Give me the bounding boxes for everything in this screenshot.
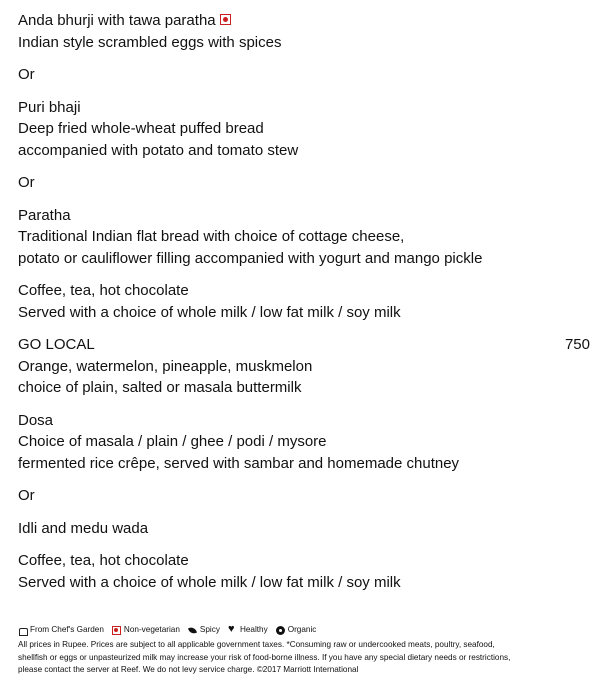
menu-section-header <box>18 334 590 356</box>
menu-item-beverages <box>18 550 590 593</box>
menu-item-anda-bhurji <box>18 10 590 53</box>
menu-item-description: Orange, watermelon, pineapple, muskmelon <box>18 357 313 375</box>
menu-item-title: Anda bhurji with tawa paratha <box>18 10 590 32</box>
menu-item-puri-bhaji <box>18 97 590 162</box>
menu-item-title: Puri bhaji <box>18 98 81 116</box>
legend-label: Non-vegetarian <box>123 625 180 634</box>
menu-item-paratha <box>18 205 590 270</box>
legend-item-healthy <box>228 624 268 636</box>
legend-item-chefs-garden <box>18 624 104 636</box>
disclaimer-line: please contact the server at Reef. We do not levy service charge. ©2017 Marriott International <box>18 664 359 674</box>
menu-item-description: Indian style scrambled eggs with spices <box>18 33 282 51</box>
or-text: Or <box>18 487 35 504</box>
menu-item-idli <box>18 518 590 540</box>
or-text: Or <box>18 66 35 83</box>
or-text: Or <box>18 174 35 191</box>
spicy-icon <box>188 626 197 635</box>
legend <box>18 624 588 636</box>
menu-item-description: Served with a choice of whole milk / low fat milk / soy milk <box>18 303 401 321</box>
legend-label: Spicy <box>199 625 220 634</box>
non-vegetarian-icon <box>220 14 231 25</box>
menu-separator-or <box>18 485 590 507</box>
legend-item-non-vegetarian <box>112 624 180 636</box>
menu-item-title: Paratha <box>18 206 71 224</box>
menu-separator-or <box>18 64 590 86</box>
menu-item-description: Traditional Indian flat bread with choice of cottage cheese, <box>18 228 405 245</box>
menu-item-description: Choice of masala / plain / ghee / podi / mysore <box>18 433 327 450</box>
legend-label: Healthy <box>239 625 268 634</box>
legend-item-organic <box>276 624 317 636</box>
legend-item-spicy <box>188 624 220 636</box>
price: 750 <box>564 336 590 353</box>
menu-list <box>18 10 590 593</box>
menu-item-description: fermented rice crêpe, served with sambar and homemade chutney <box>18 454 460 472</box>
non-vegetarian-icon <box>112 626 121 635</box>
menu-item-description: Served with a choice of whole milk / low fat milk / soy milk <box>18 573 401 591</box>
disclaimer-line: All prices in Rupee. Prices are subject to all applicable government taxes. *Consuming raw or undercooked meats, poultry, seafood, <box>18 640 495 650</box>
menu-separator-or <box>18 172 590 194</box>
chefs-garden-icon <box>18 626 27 635</box>
menu-item-title: Idli and medu wada <box>18 519 149 537</box>
menu-item-title: Coffee, tea, hot chocolate <box>18 552 189 569</box>
menu-item-beverages <box>18 280 590 323</box>
menu-item-description: choice of plain, salted or masala buttermilk <box>18 379 302 396</box>
menu-item-title: Dosa <box>18 411 54 429</box>
healthy-icon <box>228 626 237 635</box>
menu-item-description: potato or cauliflower filling accompanied with yogurt and mango pickle <box>18 249 483 267</box>
disclaimer-line: shellfish or eggs or unpasteurized milk may increase your risk of food-borne illness. If you have any special dietary needs or restrictions, <box>18 652 511 662</box>
organic-icon <box>276 626 285 635</box>
menu-item-description: Deep fried whole-wheat puffed bread <box>18 120 264 137</box>
menu-item-description: accompanied with potato and tomato stew <box>18 141 299 159</box>
menu-item-dosa <box>18 410 590 475</box>
section-title: GO LOCAL <box>18 336 95 353</box>
menu-item-go-local <box>18 334 590 399</box>
menu-item-title: Coffee, tea, hot chocolate <box>18 282 189 299</box>
legend-label: From Chef's Garden <box>30 625 104 634</box>
footer <box>18 624 588 676</box>
legend-label: Organic <box>287 625 317 634</box>
